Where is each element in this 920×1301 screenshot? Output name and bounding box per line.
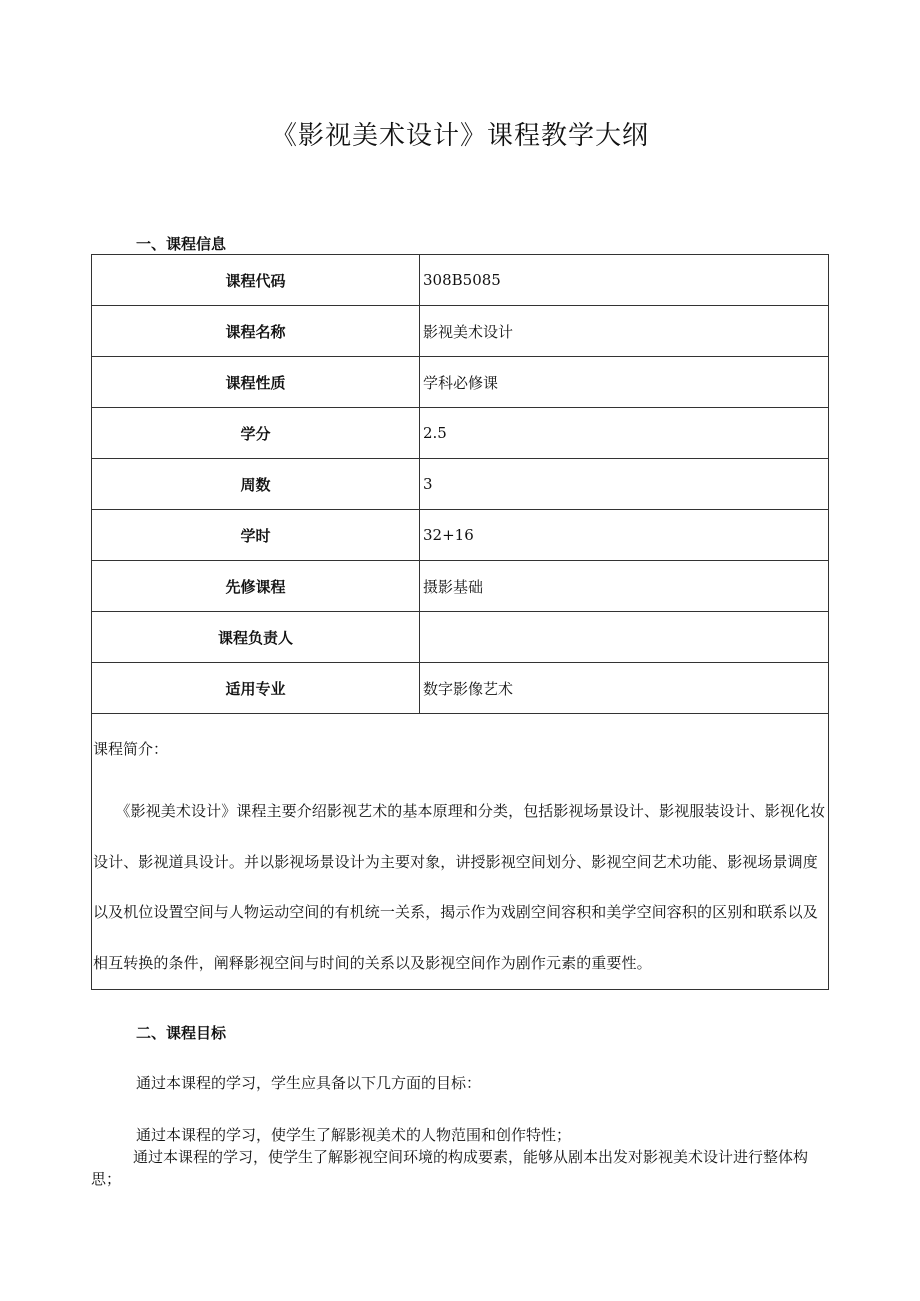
document-title: 《影视美术设计》课程教学大纲 xyxy=(270,121,649,151)
course-code-label: 课程代码 xyxy=(92,255,420,306)
course-lead-value xyxy=(420,612,829,663)
intro-row xyxy=(92,714,829,990)
table-row xyxy=(92,459,829,510)
course-name-value: 影视美术设计 xyxy=(420,306,829,357)
hours-label: 学时 xyxy=(92,510,420,561)
weeks-label: 周数 xyxy=(92,459,420,510)
course-intro-cell xyxy=(92,714,829,990)
table-row xyxy=(92,306,829,357)
major-value: 数字影像艺术 xyxy=(420,663,829,714)
credits-value: 2.5 xyxy=(420,408,829,459)
table-row xyxy=(92,663,829,714)
table-row xyxy=(92,255,829,306)
course-code-value: 308B5085 xyxy=(420,255,829,306)
section-heading-course-info: 一、课程信息 xyxy=(136,235,227,253)
table-row xyxy=(92,561,829,612)
section-heading-course-goals: 二、课程目标 xyxy=(136,1024,227,1042)
course-type-value: 学科必修课 xyxy=(420,357,829,408)
goal-paragraph: 通过本课程的学习，使学生了解影视美术的人物范围和创作特性； xyxy=(136,1126,572,1144)
table-row xyxy=(92,357,829,408)
course-name-label: 课程名称 xyxy=(92,306,420,357)
prerequisite-value: 摄影基础 xyxy=(420,561,829,612)
course-info-table xyxy=(91,254,829,990)
weeks-value: 3 xyxy=(420,459,829,510)
goal-paragraph: 通过本课程的学习，学生应具备以下几方面的目标： xyxy=(136,1074,482,1092)
course-type-label: 课程性质 xyxy=(92,357,420,408)
course-lead-label: 课程负责人 xyxy=(92,612,420,663)
table-row xyxy=(92,612,829,663)
course-intro-text: 《影视美术设计》课程主要介绍影视艺术的基本原理和分类，包括影视场景设计、影视服装设计、影视化妆设计、影视道具设计。并以影视场景设计为主要对象，讲授影视空间划分、影视空间艺术功能、影视场景调度以及机位设置空间与人物运动空间的有机统一关系，揭示作为戏剧空间容积和美学空间容积的区别和联系以及相互转换的条件，阐释影视空间与时间的关系以及影视空间作为剧作元素的重要性。 xyxy=(93,802,826,972)
table-row xyxy=(92,510,829,561)
goal-paragraph: 通过本课程的学习，使学生了解影视空间环境的构成要素，能够从剧本出发对影视美术设计进行整体构思； xyxy=(91,1148,809,1188)
table-row xyxy=(92,408,829,459)
major-label: 适用专业 xyxy=(92,663,420,714)
hours-value: 32+16 xyxy=(420,510,829,561)
course-intro-label: 课程简介： xyxy=(93,740,169,758)
credits-label: 学分 xyxy=(92,408,420,459)
prerequisite-label: 先修课程 xyxy=(92,561,420,612)
